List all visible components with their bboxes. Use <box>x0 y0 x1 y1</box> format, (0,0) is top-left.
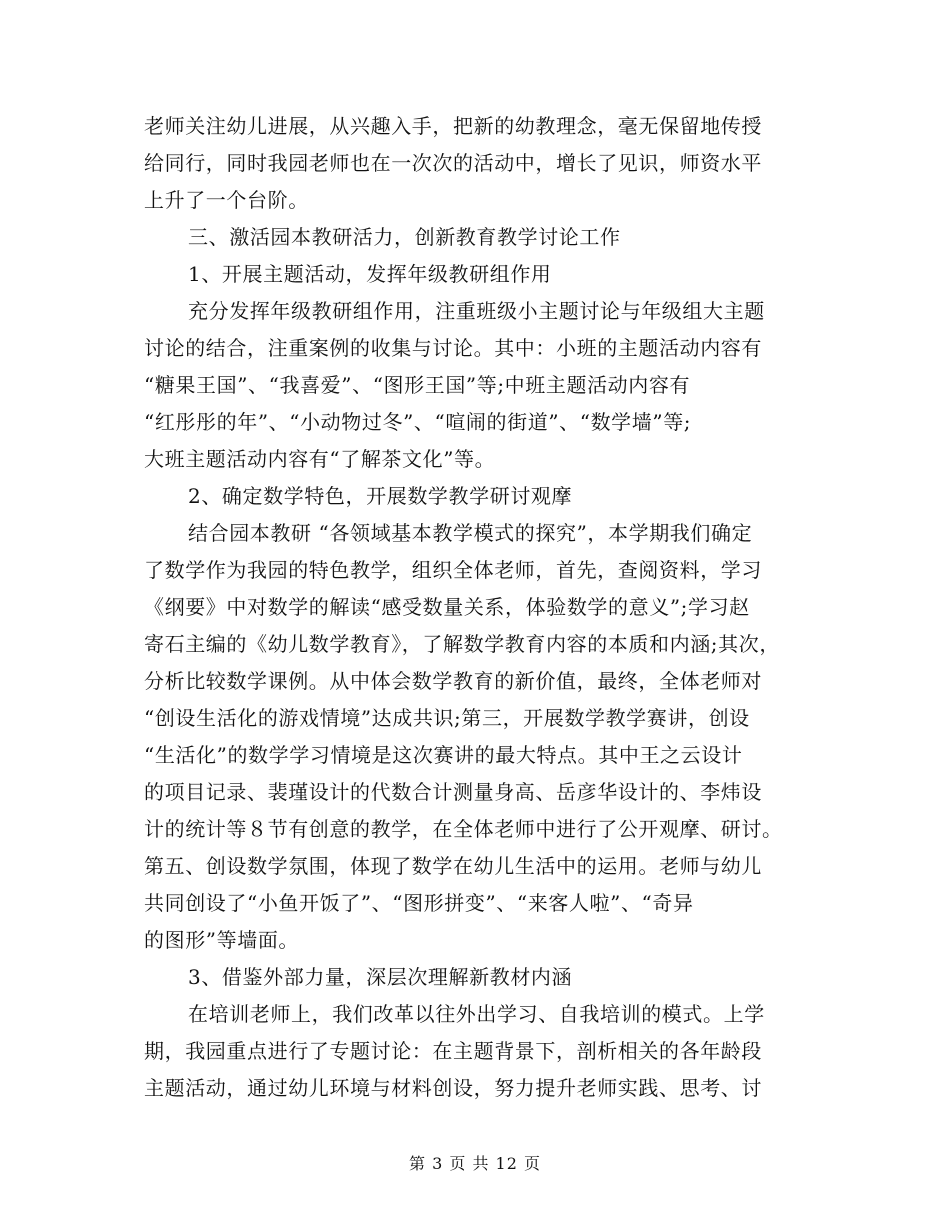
text-line: 分析比较数学课例。从中体会数学教育的新价值，最终，全体老师对 <box>144 669 762 693</box>
text-line: 在培训老师上，我们改革以往外出学习、自我培训的模式。上学 <box>188 1002 765 1026</box>
text-line: 大班主题活动内容有“了解茶文化”等。 <box>144 447 496 471</box>
text-line: 期，我园重点进行了专题讨论：在主题背景下，剖析相关的各年龄段 <box>144 1039 762 1063</box>
text-line: 结合园本教研 “各领域基本教学模式的探究”，本学期我们确定 <box>188 521 753 545</box>
text-line: 老师关注幼儿进展，从兴趣入手，把新的幼教理念，毫无保留地传授 <box>144 114 762 138</box>
page-footer: 第 3 页 共 12 页 <box>409 1154 541 1173</box>
text-line: 充分发挥年级教研组作用，注重班级小主题讨论与年级组大主题 <box>188 299 765 323</box>
text-line: 的项目记录、裴瑾设计的代数合计测量身高、岳彦华设计的、李炜设 <box>144 780 762 804</box>
text-line: 共同创设了“小鱼开饭了”、“图形拼变”、“来客人啦”、“奇异 <box>144 891 694 915</box>
text-line: 寄石主编的《幼儿数学教育》，了解数学教育内容的本质和内涵;其次， <box>144 632 780 656</box>
text-line: “生活化”的数学学习情境是这次赛讲的最大特点。其中王之云设计 <box>144 743 743 767</box>
text-line: 讨论的结合，注重案例的收集与讨论。其中：小班的主题活动内容有 <box>144 336 762 360</box>
text-line: 2、确定数学特色，开展数学教学研讨观摩 <box>188 484 573 508</box>
text-line: 第五、创设数学氛围，体现了数学在幼儿生活中的运用。老师与幼儿 <box>144 854 762 878</box>
text-line: 的图形”等墙面。 <box>144 928 300 952</box>
text-line: 3、借鉴外部力量，深层次理解新教材内涵 <box>188 965 573 989</box>
text-line: 给同行，同时我园老师也在一次次的活动中，增长了见识，师资水平 <box>144 151 762 175</box>
text-line: 三、激活园本教研活力，创新教育教学讨论工作 <box>188 225 621 249</box>
text-line: “糖果王国”、“我喜爱”、“图形王国”等;中班主题活动内容有 <box>144 373 691 397</box>
text-line: 了数学作为我园的特色教学，组织全体老师，首先，查阅资料，学习 <box>144 558 762 582</box>
text-line: “创设生活化的游戏情境”达成共识;第三，开展数学教学赛讲，创设 <box>144 706 750 730</box>
text-line: 计的统计等８节有创意的教学，在全体老师中进行了公开观摩、研讨。 <box>144 817 783 841</box>
body-text <box>144 108 820 1107</box>
text-line: “红彤彤的年”、“小动物过冬”、“喧闹的街道”、“数学墙”等; <box>144 410 692 434</box>
text-line: 上升了一个台阶。 <box>144 188 309 212</box>
text-line: 1、开展主题活动，发挥年级教研组作用 <box>188 262 552 286</box>
text-line: 《纲要》中对数学的解读“感受数量关系，体验数学的意义”;学习赵 <box>144 595 750 619</box>
text-line: 主题活动，通过幼儿环境与材料创设，努力提升老师实践、思考、讨 <box>144 1076 762 1100</box>
